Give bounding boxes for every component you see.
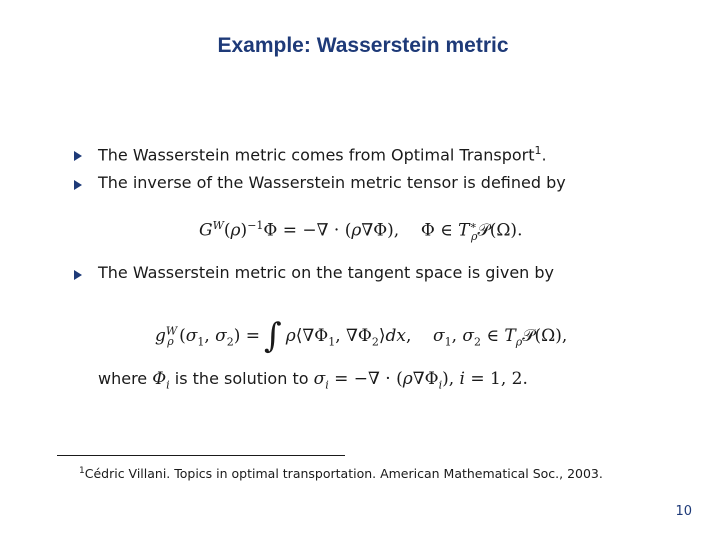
bullet-3-text: The Wasserstein metric on the tangent space is given by bbox=[98, 263, 555, 282]
bullet-1-text bbox=[98, 144, 547, 164]
bullet-2-text: The inverse of the Wasserstein metric tensor is defined by bbox=[98, 173, 566, 192]
footnote-text: Cédric Villani. Topics in optimal transportation. American Mathematical Soc., 2003. bbox=[84, 466, 603, 482]
slide-title: Example: Wasserstein metric bbox=[217, 34, 509, 57]
bullet-1-label: The Wasserstein metric comes from Optimal Transport bbox=[98, 145, 535, 165]
triangle-bullet-icon bbox=[74, 151, 82, 161]
triangle-bullet-icon bbox=[74, 270, 82, 280]
footnote-number: 1 bbox=[79, 466, 85, 476]
where-middle: is the solution to bbox=[169, 369, 314, 388]
page-number: 10 bbox=[675, 504, 692, 519]
equation-metric-tangent: $g^W_\rho$ ($\sigma_1$, $\sigma_2$) = ∫ $\rho⟨\nabla\Phi_1$, $\nabla\Phi_2⟩dx$, $\sigma_1$, $\sigma_2$ ∈ $T_\rho 𝒫(\Omega)$, bbox=[155, 316, 568, 356]
footnote bbox=[57, 462, 677, 483]
footnote-mark: 1 bbox=[534, 144, 542, 157]
footnote-rule bbox=[57, 455, 345, 456]
where-prefix: where bbox=[98, 369, 153, 388]
bullet-1-period: . bbox=[541, 145, 547, 165]
equation-inverse-metric: $G^W(\rho)^{-1}\Phi$ = −∇ · (ρ∇Φ), Φ ∈ $T^∗_\rho 𝒫(\Omega)$. bbox=[199, 219, 523, 244]
triangle-bullet-icon bbox=[74, 180, 82, 190]
where-line: where $\Phi_i$ is the solution to $\sigma_i$ = −∇ · $(\rho\nabla\Phi_i)$, i = 1, 2. bbox=[98, 369, 528, 392]
